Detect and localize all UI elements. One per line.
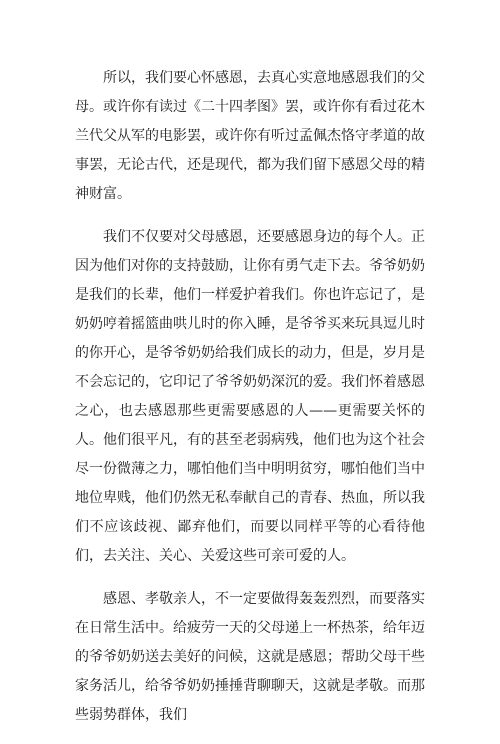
document-body [75, 64, 425, 744]
paragraph-2: 我们不仅要对父母感恩，还要感恩身边的每个人。正因为他们对你的支持鼓励，让你有勇气走下去。爷爷奶奶是我们的长辈，他们一样爱护着我们。你也许忘记了，是奶奶哼着摇篮曲哄儿时的你入睡，是爷爷买来玩具逗儿时的你开心，是爷爷奶奶给我们成长的动力，但是，岁月是不会忘记的，它印记了爷爷奶奶深沉的爱。我们怀着感恩之心，也去感恩那些更需要感恩的人——更需要关怀的人。他们很平凡，有的甚至老弱病残，他们也为这个社会尽一份微薄之力，哪怕他们当中明明贫穷，哪怕他们当中地位卑贱，他们仍然无私奉献自己的青春、热血，所以我们不应该歧视、鄙弃他们，而要以同样平等的心看待他们，去关注、关心、关爱这些可亲可爱的人。 [75, 229, 425, 564]
paragraph-3: 感恩、孝敬亲人，不一定要做得轰轰烈烈，而要落实在日常生活中。给疲劳一天的父母递上一杯热茶，给年迈的爷爷奶奶送去美好的问候，这就是感恩；帮助父母干些家务活儿，给爷爷奶奶捶捶背聊聊天，这就是孝敬。而那些弱势群体，我们 [75, 591, 425, 723]
paragraph-1: 所以，我们要心怀感恩，去真心实意地感恩我们的父母。或许你有读过《二十四孝图》罢，或许你有看过花木兰代父从军的电影罢，或许你有听过孟佩杰恪守孝道的故事罢，无论古代，还是现代，都为我们留下感恩父母的精神财富。 [75, 70, 425, 202]
